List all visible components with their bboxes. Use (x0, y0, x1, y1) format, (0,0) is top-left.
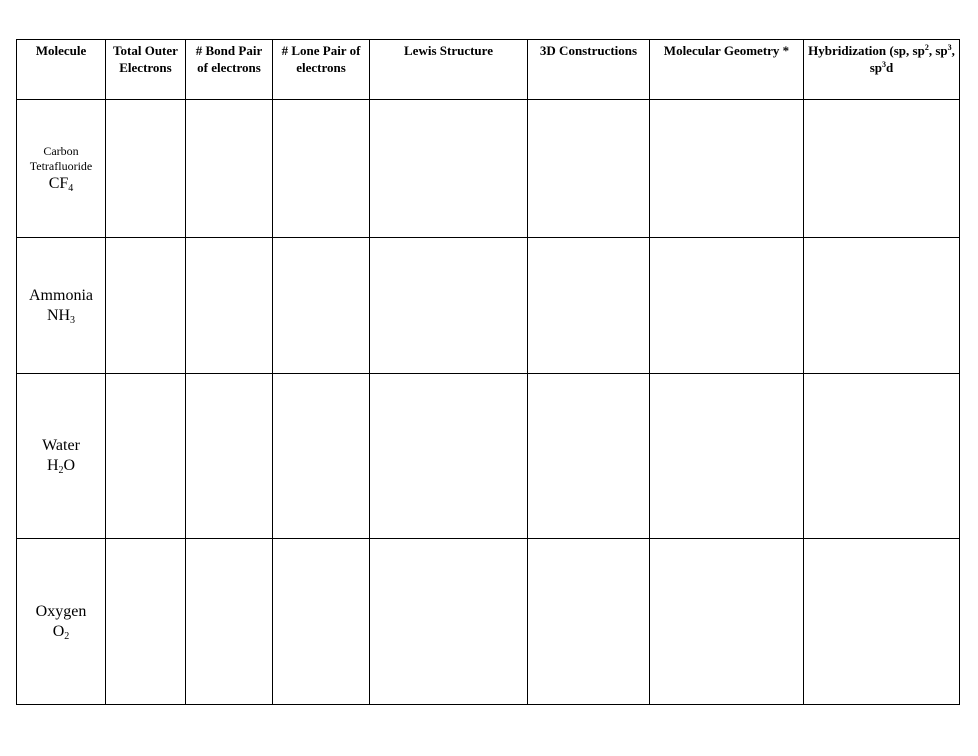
hybridization-text-3: , sp (869, 43, 955, 75)
molecule-formula (17, 306, 105, 326)
header-total-outer-electrons: Total Outer Electrons (106, 40, 186, 100)
table-row (17, 238, 960, 374)
formula-subscript: 3 (70, 314, 76, 326)
hybridization-cell[interactable] (804, 100, 960, 238)
header-hybridization (804, 40, 960, 100)
lone-pairs-cell[interactable] (273, 374, 370, 539)
hybridization-cell[interactable] (804, 238, 960, 374)
molecular-geometry-cell[interactable] (650, 374, 804, 539)
formula-subscript: 2 (64, 630, 70, 642)
bond-pairs-cell[interactable] (186, 539, 273, 705)
formula-subscript: 4 (68, 182, 74, 194)
molecular-geometry-cell[interactable] (650, 100, 804, 238)
formula-base: O (52, 622, 65, 640)
3d-constructions-cell[interactable] (528, 100, 650, 238)
header-bond-pairs: # Bond Pair of electrons (186, 40, 273, 100)
bond-pairs-cell[interactable] (186, 238, 273, 374)
formula-base: CF (48, 174, 69, 192)
molecule-formula (17, 174, 105, 194)
molecular-geometry-cell[interactable] (650, 539, 804, 705)
lone-pairs-cell[interactable] (273, 100, 370, 238)
formula-tail: O (63, 457, 76, 474)
formula-base: H (46, 457, 59, 474)
molecule-cell (17, 539, 106, 705)
hybridization-cell[interactable] (804, 539, 960, 705)
header-molecule: Molecule (17, 40, 106, 100)
molecule-name: Oxygen (35, 602, 87, 620)
lewis-structure-cell[interactable] (370, 374, 528, 539)
formula-subscript: 2 (58, 465, 64, 476)
total-electrons-cell[interactable] (106, 539, 186, 705)
3d-constructions-cell[interactable] (528, 374, 650, 539)
header-molecular-geometry: Molecular Geometry * (650, 40, 804, 100)
molecule-formula (17, 456, 105, 476)
hybridization-sup-3: 3 (882, 60, 887, 69)
bond-pairs-cell[interactable] (186, 100, 273, 238)
formula-base: NH (46, 306, 71, 324)
molecule-name: Ammonia (29, 286, 93, 304)
total-electrons-cell[interactable] (106, 374, 186, 539)
molecular-geometry-cell[interactable] (650, 238, 804, 374)
lewis-structure-cell[interactable] (370, 100, 528, 238)
hybridization-text-4: d (886, 60, 894, 75)
lewis-structure-cell[interactable] (370, 539, 528, 705)
hybridization-sup-1: 2 (924, 43, 929, 52)
total-electrons-cell[interactable] (106, 100, 186, 238)
molecule-formula (17, 622, 105, 642)
molecule-cell (17, 100, 106, 238)
header-3d-constructions: 3D Constructions (528, 40, 650, 100)
header-lewis-structure: Lewis Structure (370, 40, 528, 100)
hybridization-cell[interactable] (804, 374, 960, 539)
hybridization-text-2: , sp (928, 43, 948, 58)
total-electrons-cell[interactable] (106, 238, 186, 374)
bond-pairs-cell[interactable] (186, 374, 273, 539)
3d-constructions-cell[interactable] (528, 539, 650, 705)
hybridization-text-1: Hybridization (sp, sp (808, 43, 925, 58)
table-row (17, 100, 960, 238)
table-row (17, 374, 960, 539)
molecule-worksheet-table (16, 39, 960, 705)
header-row (17, 40, 960, 100)
table-row (17, 539, 960, 705)
hybridization-sup-2: 3 (947, 43, 952, 52)
molecule-cell (17, 238, 106, 374)
molecule-cell (17, 374, 106, 539)
lone-pairs-cell[interactable] (273, 238, 370, 374)
3d-constructions-cell[interactable] (528, 238, 650, 374)
lewis-structure-cell[interactable] (370, 238, 528, 374)
molecule-name: Water (42, 437, 80, 454)
lone-pairs-cell[interactable] (273, 539, 370, 705)
molecule-name: Carbon Tetrafluoride (29, 143, 93, 173)
header-lone-pairs: # Lone Pair of electrons (273, 40, 370, 100)
